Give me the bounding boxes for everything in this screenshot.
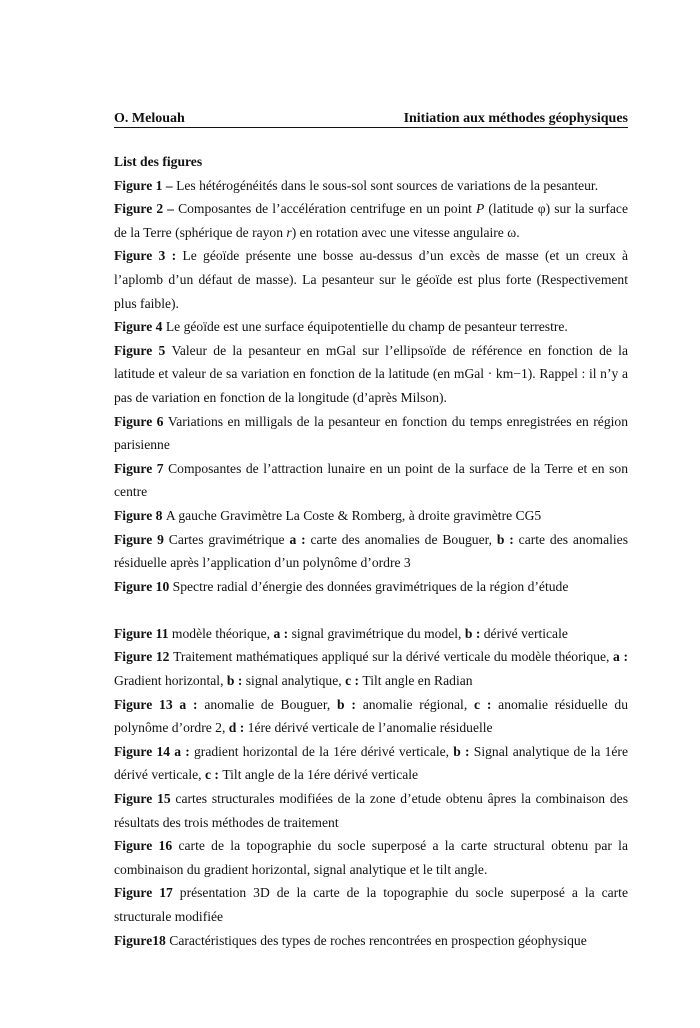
caption-label: Figure 1 –	[114, 177, 177, 193]
figure-caption-6	[114, 410, 628, 457]
caption-label: c :	[204, 767, 223, 783]
caption-text: anomalie résiduelle du polynôme d’ordre 2,	[114, 696, 629, 736]
caption-text: Composantes de l’accélération centrifuge en un point	[178, 201, 477, 217]
figure-caption-14	[114, 740, 628, 787]
caption-text: présentation 3D de la carte de la topographie du socle superposé a la carte structurale modifiée	[114, 885, 628, 924]
caption-label: Figure 7	[114, 460, 169, 476]
caption-text: Gradient horizontal,	[114, 673, 227, 689]
blank-line	[114, 598, 628, 622]
figure-caption-16	[114, 834, 628, 881]
caption-text: Spectre radial d’énergie des données gravimétriques de la région d’étude	[172, 578, 569, 594]
caption-text: Caractéristiques des types de roches rencontrées en prospection géophysique	[169, 932, 587, 948]
caption-text: carte des anomalies de Bouguer,	[310, 531, 497, 547]
caption-label: a :	[613, 649, 628, 665]
caption-text: carte des anomalies résiduelle après l’application d’un polynôme d’ordre 3	[114, 531, 629, 571]
figure-caption-13	[114, 693, 628, 740]
caption-text: Le géoïde est une surface équipotentielle du champ de pesanteur terrestre.	[165, 319, 568, 335]
caption-label: Figure 17	[114, 885, 180, 901]
caption-label: b :	[496, 531, 519, 547]
caption-text: Composantes de l’attraction lunaire en un point de la surface de la Terre et en son centre	[114, 460, 629, 500]
caption-text: Valeur de la pesanteur en mGal sur l’ellipsoïde de référence en fonction de la latitude et valeur de sa variation en fonction de la latitude (en mGal · km−1). Rappel : il n’y a pas de variation en fonction de la longitude (d’après Milson).	[114, 342, 628, 405]
header-course-title: Initiation aux méthodes géophysiques	[403, 111, 628, 126]
caption-label: Figure 11	[114, 625, 172, 641]
caption-label: Figure 10	[114, 578, 173, 594]
caption-text: signal gravimétrique du model,	[291, 625, 465, 641]
caption-text: r	[286, 224, 292, 240]
caption-text: cartes structurales modifiées de la zone d’etude obtenu âpres la combinaison des résultats des trois méthodes de traitement	[114, 791, 629, 830]
caption-label: Figure 8	[114, 507, 166, 523]
caption-text: anomalie de Bouguer,	[204, 696, 338, 712]
caption-label: c :	[345, 673, 363, 689]
figure-caption-4	[114, 315, 628, 339]
caption-text: Le géoïde présente une bosse au-dessus d’un excès de masse (et un creux à l’aplomb d’un défaut de masse). La pesanteur sur le géoïde est plus forte (Respectivement plus faible).	[114, 248, 628, 311]
caption-text: ) en rotation avec une vitesse angulaire ω.	[291, 224, 520, 240]
caption-label: Figure 15	[114, 791, 176, 807]
figure-caption-1	[114, 174, 628, 198]
caption-label: Figure 4	[114, 319, 166, 335]
figure-caption-7	[114, 457, 628, 504]
caption-text: 1ére dérivé verticale de l’anomalie résiduelle	[247, 720, 493, 736]
caption-label: Figure 6	[114, 413, 168, 429]
caption-text: Tilt angle en Radian	[362, 673, 473, 689]
header-author: O. Melouah	[114, 111, 185, 126]
caption-label: Figure18	[114, 932, 170, 948]
figure-caption-17	[114, 881, 628, 928]
caption-label: b :	[226, 673, 246, 689]
figure-caption-5	[114, 339, 628, 410]
caption-label: b :	[337, 696, 363, 712]
caption-label: c :	[474, 696, 499, 712]
caption-text: Variations en milligals de la pesanteur en fonction du temps enregistrées en région parisienne	[114, 413, 628, 453]
caption-text: Les hétérogénéités dans le sous-sol sont sources de variations de la pesanteur.	[176, 177, 599, 193]
caption-text: carte de la topographie du socle superposé a la carte structural obtenu par la combinaison du gradient horizontal, signal analytique et le tilt angle.	[114, 838, 628, 877]
figure-caption-8	[114, 504, 628, 528]
caption-label: d :	[228, 720, 248, 736]
figure-caption-2	[114, 197, 628, 244]
caption-label: b :	[464, 625, 484, 641]
caption-label: a :	[289, 531, 311, 547]
figure-caption-15	[114, 787, 628, 834]
caption-label: Figure 14 a :	[114, 743, 194, 759]
caption-text: anomalie régional,	[362, 696, 475, 712]
caption-label: Figure 3 :	[114, 248, 183, 264]
figure-caption-11	[114, 622, 628, 646]
figure-caption-10	[114, 575, 628, 599]
figure-caption-9	[114, 528, 628, 575]
page-header	[114, 110, 628, 128]
caption-label: Figure 12	[114, 649, 174, 665]
caption-text: dérivé verticale	[483, 625, 568, 641]
caption-text: modèle théorique,	[171, 625, 274, 641]
caption-label: Figure 5	[114, 342, 172, 358]
caption-label: a :	[273, 625, 292, 641]
caption-label: Figure 2 –	[114, 201, 179, 217]
caption-label: Figure 13 a :	[114, 696, 205, 712]
caption-label: Figure 9	[114, 531, 169, 547]
figure-list	[114, 150, 628, 952]
caption-label: b :	[453, 743, 474, 759]
figure-caption-18	[114, 929, 628, 953]
caption-label: Figure 16	[114, 838, 179, 854]
caption-text: (latitude φ) sur la surface de la Terre (sphérique de rayon	[114, 201, 629, 240]
figure-caption-3	[114, 244, 628, 315]
figure-caption-12	[114, 645, 628, 692]
caption-text: P	[476, 201, 485, 217]
caption-text: gradient horizontal de la 1ére dérivé verticale,	[194, 743, 454, 759]
caption-text: A gauche Gravimètre La Coste & Romberg, à droite gravimètre CG5	[165, 507, 542, 523]
section-title: List des figures	[114, 154, 203, 169]
caption-text: Cartes gravimétrique	[168, 531, 290, 547]
figure-entries	[114, 174, 628, 953]
caption-text: Tilt angle de la 1ére dérivé verticale	[222, 767, 419, 783]
caption-text: Signal analytique de la 1ére dérivé verticale,	[114, 743, 628, 783]
caption-text: signal analytique,	[245, 673, 346, 689]
caption-text: Traitement mathématiques appliqué sur la dérivé verticale du modèle théorique,	[173, 649, 614, 665]
